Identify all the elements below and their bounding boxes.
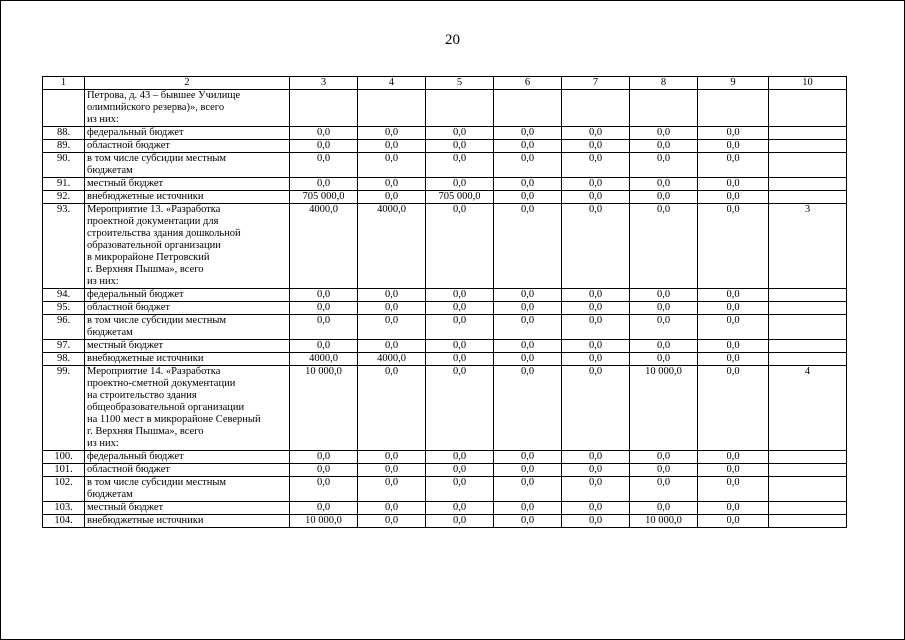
row-number-cell: 91. [43, 178, 85, 191]
table-row [43, 515, 847, 528]
value-cell-8: 0,0 [630, 502, 698, 515]
value-cell-5: 0,0 [426, 366, 494, 451]
table-row [43, 140, 847, 153]
value-cell-3: 0,0 [290, 178, 358, 191]
row-number-cell: 93. [43, 204, 85, 289]
value-cell-3: 0,0 [290, 153, 358, 178]
column-header: 9 [698, 77, 769, 90]
value-cell-10 [769, 178, 847, 191]
description-cell: Петрова, д. 43 – бывшее Училище олимпийского резерва)», всего из них: [85, 90, 290, 127]
value-cell-9: 0,0 [698, 178, 769, 191]
value-cell-5: 0,0 [426, 353, 494, 366]
table-row [43, 502, 847, 515]
column-header: 7 [562, 77, 630, 90]
value-cell-8 [630, 90, 698, 127]
value-cell-3: 0,0 [290, 502, 358, 515]
value-cell-4: 4000,0 [358, 204, 426, 289]
value-cell-10 [769, 515, 847, 528]
value-cell-5: 0,0 [426, 340, 494, 353]
description-cell: местный бюджет [85, 178, 290, 191]
value-cell-3: 4000,0 [290, 204, 358, 289]
value-cell-4: 0,0 [358, 464, 426, 477]
description-cell: областной бюджет [85, 302, 290, 315]
value-cell-9: 0,0 [698, 302, 769, 315]
value-cell-8: 10 000,0 [630, 366, 698, 451]
row-number-cell: 88. [43, 127, 85, 140]
row-number-cell: 101. [43, 464, 85, 477]
value-cell-10 [769, 140, 847, 153]
description-cell: в том числе субсидии местным бюджетам [85, 315, 290, 340]
value-cell-10 [769, 464, 847, 477]
value-cell-5: 705 000,0 [426, 191, 494, 204]
description-cell: Мероприятие 14. «Разработка проектно-сметной документации на строительство здания общеобразовательной организации на 1100 мест в микрорайоне Северный г. Верхняя Пышма», всего из них: [85, 366, 290, 451]
table-row [43, 204, 847, 289]
value-cell-7: 0,0 [562, 289, 630, 302]
table-row [43, 289, 847, 302]
value-cell-9: 0,0 [698, 140, 769, 153]
description-cell: внебюджетные источники [85, 191, 290, 204]
value-cell-6: 0,0 [494, 191, 562, 204]
value-cell-8: 0,0 [630, 178, 698, 191]
value-cell-4: 0,0 [358, 366, 426, 451]
description-cell: Мероприятие 13. «Разработка проектной документации для строительства здания дошкольной образовательной организации в микрорайоне Петровский г. Верхняя Пышма», всего из них: [85, 204, 290, 289]
row-number-cell: 96. [43, 315, 85, 340]
value-cell-7: 0,0 [562, 204, 630, 289]
column-header: 2 [85, 77, 290, 90]
row-number-cell: 94. [43, 289, 85, 302]
value-cell-10 [769, 315, 847, 340]
value-cell-6 [494, 90, 562, 127]
table-header-row [43, 77, 847, 90]
value-cell-3: 0,0 [290, 315, 358, 340]
description-cell: местный бюджет [85, 340, 290, 353]
description-cell: внебюджетные источники [85, 353, 290, 366]
value-cell-9: 0,0 [698, 477, 769, 502]
value-cell-7: 0,0 [562, 366, 630, 451]
value-cell-4: 0,0 [358, 477, 426, 502]
description-cell: в том числе субсидии местным бюджетам [85, 153, 290, 178]
value-cell-6: 0,0 [494, 353, 562, 366]
description-cell: федеральный бюджет [85, 289, 290, 302]
value-cell-6: 0,0 [494, 204, 562, 289]
value-cell-10: 4 [769, 366, 847, 451]
value-cell-9: 0,0 [698, 315, 769, 340]
row-number-cell: 95. [43, 302, 85, 315]
value-cell-5: 0,0 [426, 178, 494, 191]
value-cell-5: 0,0 [426, 302, 494, 315]
value-cell-8: 0,0 [630, 315, 698, 340]
value-cell-8: 0,0 [630, 204, 698, 289]
value-cell-4: 0,0 [358, 191, 426, 204]
value-cell-3: 0,0 [290, 464, 358, 477]
value-cell-4: 0,0 [358, 502, 426, 515]
table-row [43, 464, 847, 477]
table-row [43, 353, 847, 366]
table-row [43, 315, 847, 340]
value-cell-9: 0,0 [698, 289, 769, 302]
value-cell-6: 0,0 [494, 502, 562, 515]
value-cell-3: 0,0 [290, 289, 358, 302]
value-cell-3: 0,0 [290, 127, 358, 140]
row-number-cell: 89. [43, 140, 85, 153]
value-cell-6: 0,0 [494, 153, 562, 178]
value-cell-9: 0,0 [698, 204, 769, 289]
value-cell-8: 0,0 [630, 289, 698, 302]
row-number-cell [43, 90, 85, 127]
value-cell-4: 0,0 [358, 340, 426, 353]
value-cell-7: 0,0 [562, 515, 630, 528]
value-cell-3: 0,0 [290, 340, 358, 353]
budget-table [42, 76, 847, 528]
value-cell-7: 0,0 [562, 451, 630, 464]
description-cell: областной бюджет [85, 140, 290, 153]
value-cell-6: 0,0 [494, 289, 562, 302]
value-cell-4 [358, 90, 426, 127]
value-cell-8: 10 000,0 [630, 515, 698, 528]
value-cell-8: 0,0 [630, 191, 698, 204]
row-number-cell: 104. [43, 515, 85, 528]
row-number-cell: 97. [43, 340, 85, 353]
value-cell-3: 0,0 [290, 302, 358, 315]
value-cell-7: 0,0 [562, 127, 630, 140]
value-cell-7: 0,0 [562, 140, 630, 153]
table-row [43, 451, 847, 464]
row-number-cell: 102. [43, 477, 85, 502]
table-row [43, 366, 847, 451]
value-cell-10 [769, 191, 847, 204]
value-cell-5: 0,0 [426, 127, 494, 140]
value-cell-4: 0,0 [358, 178, 426, 191]
table-row [43, 302, 847, 315]
value-cell-8: 0,0 [630, 127, 698, 140]
row-number-cell: 92. [43, 191, 85, 204]
value-cell-9: 0,0 [698, 502, 769, 515]
column-header: 1 [43, 77, 85, 90]
column-header: 8 [630, 77, 698, 90]
value-cell-8: 0,0 [630, 477, 698, 502]
value-cell-7: 0,0 [562, 178, 630, 191]
value-cell-4: 0,0 [358, 315, 426, 340]
value-cell-5: 0,0 [426, 502, 494, 515]
value-cell-6: 0,0 [494, 178, 562, 191]
value-cell-5: 0,0 [426, 153, 494, 178]
value-cell-10 [769, 90, 847, 127]
value-cell-7: 0,0 [562, 153, 630, 178]
column-header: 5 [426, 77, 494, 90]
value-cell-10 [769, 451, 847, 464]
value-cell-5: 0,0 [426, 477, 494, 502]
description-cell: местный бюджет [85, 502, 290, 515]
value-cell-6: 0,0 [494, 451, 562, 464]
value-cell-3: 10 000,0 [290, 515, 358, 528]
value-cell-9: 0,0 [698, 191, 769, 204]
description-cell: областной бюджет [85, 464, 290, 477]
description-cell: федеральный бюджет [85, 451, 290, 464]
value-cell-10 [769, 340, 847, 353]
table-row [43, 153, 847, 178]
value-cell-9: 0,0 [698, 127, 769, 140]
table-body [43, 90, 847, 528]
value-cell-3: 705 000,0 [290, 191, 358, 204]
value-cell-7: 0,0 [562, 340, 630, 353]
value-cell-6: 0,0 [494, 515, 562, 528]
value-cell-3: 0,0 [290, 140, 358, 153]
value-cell-6: 0,0 [494, 464, 562, 477]
table-row [43, 178, 847, 191]
value-cell-4: 0,0 [358, 451, 426, 464]
value-cell-6: 0,0 [494, 366, 562, 451]
column-header: 10 [769, 77, 847, 90]
value-cell-6: 0,0 [494, 302, 562, 315]
row-number-cell: 98. [43, 353, 85, 366]
value-cell-9: 0,0 [698, 340, 769, 353]
value-cell-4: 0,0 [358, 302, 426, 315]
value-cell-7: 0,0 [562, 502, 630, 515]
value-cell-8: 0,0 [630, 140, 698, 153]
value-cell-7: 0,0 [562, 191, 630, 204]
value-cell-4: 4000,0 [358, 353, 426, 366]
value-cell-9: 0,0 [698, 366, 769, 451]
column-header: 6 [494, 77, 562, 90]
value-cell-7 [562, 90, 630, 127]
row-number-cell: 90. [43, 153, 85, 178]
value-cell-6: 0,0 [494, 315, 562, 340]
value-cell-9: 0,0 [698, 153, 769, 178]
value-cell-10: 3 [769, 204, 847, 289]
value-cell-5 [426, 90, 494, 127]
value-cell-4: 0,0 [358, 289, 426, 302]
value-cell-3: 10 000,0 [290, 366, 358, 451]
value-cell-10 [769, 127, 847, 140]
value-cell-3 [290, 90, 358, 127]
value-cell-6: 0,0 [494, 340, 562, 353]
table-row [43, 127, 847, 140]
value-cell-10 [769, 353, 847, 366]
value-cell-9: 0,0 [698, 515, 769, 528]
value-cell-10 [769, 302, 847, 315]
value-cell-8: 0,0 [630, 302, 698, 315]
value-cell-6: 0,0 [494, 127, 562, 140]
value-cell-3: 0,0 [290, 477, 358, 502]
value-cell-5: 0,0 [426, 515, 494, 528]
value-cell-5: 0,0 [426, 315, 494, 340]
row-number-cell: 99. [43, 366, 85, 451]
value-cell-9: 0,0 [698, 353, 769, 366]
value-cell-5: 0,0 [426, 451, 494, 464]
page-number: 20 [445, 32, 460, 48]
value-cell-8: 0,0 [630, 464, 698, 477]
column-header: 4 [358, 77, 426, 90]
value-cell-4: 0,0 [358, 127, 426, 140]
table-row [43, 90, 847, 127]
value-cell-9: 0,0 [698, 464, 769, 477]
value-cell-7: 0,0 [562, 302, 630, 315]
value-cell-9: 0,0 [698, 451, 769, 464]
value-cell-4: 0,0 [358, 140, 426, 153]
value-cell-7: 0,0 [562, 353, 630, 366]
value-cell-8: 0,0 [630, 353, 698, 366]
value-cell-7: 0,0 [562, 477, 630, 502]
value-cell-3: 0,0 [290, 451, 358, 464]
value-cell-5: 0,0 [426, 464, 494, 477]
value-cell-10 [769, 153, 847, 178]
table-row [43, 477, 847, 502]
value-cell-6: 0,0 [494, 140, 562, 153]
table-row [43, 340, 847, 353]
value-cell-7: 0,0 [562, 464, 630, 477]
value-cell-9 [698, 90, 769, 127]
description-cell: федеральный бюджет [85, 127, 290, 140]
value-cell-7: 0,0 [562, 315, 630, 340]
column-header: 3 [290, 77, 358, 90]
value-cell-8: 0,0 [630, 340, 698, 353]
table-row [43, 191, 847, 204]
value-cell-4: 0,0 [358, 515, 426, 528]
value-cell-6: 0,0 [494, 477, 562, 502]
value-cell-4: 0,0 [358, 153, 426, 178]
value-cell-10 [769, 477, 847, 502]
value-cell-5: 0,0 [426, 204, 494, 289]
value-cell-8: 0,0 [630, 451, 698, 464]
value-cell-3: 4000,0 [290, 353, 358, 366]
value-cell-8: 0,0 [630, 153, 698, 178]
value-cell-5: 0,0 [426, 289, 494, 302]
description-cell: в том числе субсидии местным бюджетам [85, 477, 290, 502]
value-cell-5: 0,0 [426, 140, 494, 153]
description-cell: внебюджетные источники [85, 515, 290, 528]
row-number-cell: 103. [43, 502, 85, 515]
row-number-cell: 100. [43, 451, 85, 464]
value-cell-10 [769, 502, 847, 515]
value-cell-10 [769, 289, 847, 302]
